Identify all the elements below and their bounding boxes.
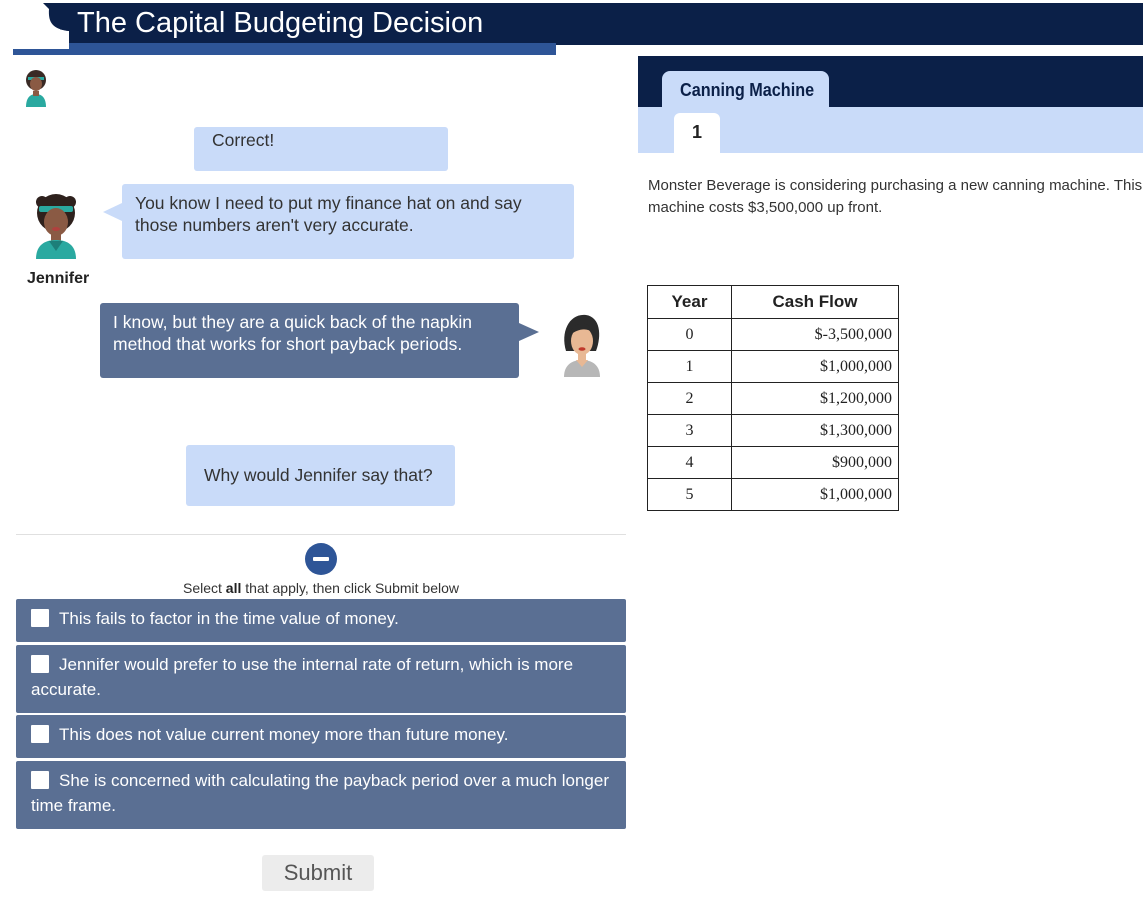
jennifer-message-text: You know I need to put my finance hat on and say those numbers aren't very accurate. — [135, 193, 522, 235]
section-divider — [16, 534, 626, 535]
jennifer-small-avatar-icon — [22, 69, 50, 107]
checkbox[interactable] — [31, 655, 49, 673]
user-avatar-icon — [556, 311, 606, 377]
correct-text: Correct! — [212, 130, 275, 150]
answer-option-4[interactable] — [16, 761, 626, 829]
table-row — [648, 319, 899, 351]
cash-flow-cell: $900,000 — [732, 447, 899, 479]
cash-flow-cell: $1,200,000 — [732, 383, 899, 415]
table-row — [648, 479, 899, 511]
column-header-cash-flow: Cash Flow — [732, 286, 899, 319]
table-header-row — [648, 286, 899, 319]
cash-flow-cell: $-3,500,000 — [732, 319, 899, 351]
year-cell: 1 — [648, 351, 732, 383]
question-text: Why would Jennifer say that? — [204, 465, 433, 485]
checkbox[interactable] — [31, 609, 49, 627]
cash-flow-table — [647, 285, 899, 511]
option-label: She is concerned with calculating the payback period over a much longer time frame. — [31, 771, 609, 815]
year-cell: 3 — [648, 415, 732, 447]
quiz-instructions: Select all that apply, then click Submit below — [182, 580, 460, 596]
option-label: This does not value current money more than future money. — [59, 725, 509, 744]
user-message-bubble — [100, 303, 519, 378]
jennifer-message-bubble — [122, 184, 574, 259]
header-underline — [13, 43, 556, 55]
table-row — [648, 447, 899, 479]
minus-circle-icon[interactable] — [305, 543, 337, 575]
jennifer-name-label: Jennifer — [27, 270, 90, 287]
checkbox[interactable] — [31, 725, 49, 743]
table-row — [648, 351, 899, 383]
page-title: The Capital Budgeting Decision — [77, 7, 484, 39]
checkbox[interactable] — [31, 771, 49, 789]
user-message-text: I know, but they are a quick back of the napkin method that works for short payback periods. — [113, 312, 472, 354]
cash-flow-cell: $1,300,000 — [732, 415, 899, 447]
jennifer-avatar-icon — [30, 193, 82, 259]
option-label: Jennifer would prefer to use the internal rate of return, which is more accurate. — [31, 655, 574, 699]
question-bubble — [186, 445, 455, 506]
correct-feedback-bubble — [194, 127, 448, 171]
tab-canning-machine[interactable] — [662, 71, 829, 107]
submit-button[interactable]: Submit — [262, 855, 374, 891]
subtab-1[interactable] — [674, 113, 720, 153]
year-cell: 5 — [648, 479, 732, 511]
logo-swoosh-icon — [13, 3, 69, 49]
option-label: This fails to factor in the time value of money. — [59, 609, 399, 628]
answer-option-2[interactable] — [16, 645, 626, 713]
cash-flow-cell: $1,000,000 — [732, 479, 899, 511]
table-row — [648, 415, 899, 447]
cash-flow-cell: $1,000,000 — [732, 351, 899, 383]
year-cell: 2 — [648, 383, 732, 415]
answer-option-1[interactable] — [16, 599, 626, 642]
jennifer-bubble-tail — [103, 203, 122, 221]
user-bubble-tail — [519, 323, 539, 341]
year-cell: 4 — [648, 447, 732, 479]
subtab-label: 1 — [691, 122, 702, 142]
table-row — [648, 383, 899, 415]
column-header-year: Year — [648, 286, 732, 319]
panel-description: Monster Beverage is considering purchasing a new canning machine. This machine costs $3,500,000 up front. — [648, 177, 1143, 216]
year-cell: 0 — [648, 319, 732, 351]
answer-option-3[interactable] — [16, 715, 626, 758]
tab-label: Canning Machine — [680, 80, 815, 100]
